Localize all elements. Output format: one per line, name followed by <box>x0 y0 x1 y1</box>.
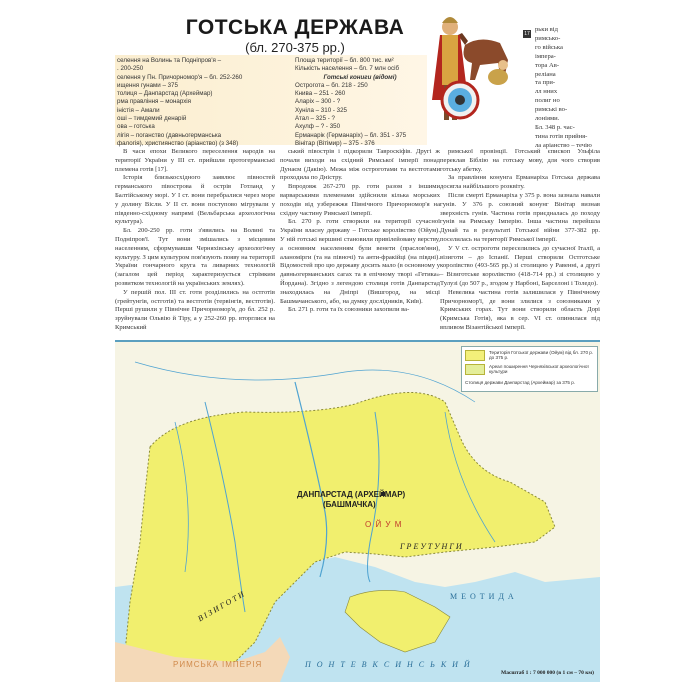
paragraph: Історія близькосхідного заявлює півностей германського півострова й острів Готланд у Балтійському морі. У І ст. вони перебралися через море у долину Вісли. У ІІ ст. вони поступово мігрували у південно-східному напрямі (Вельбарська археологічна культура). <box>115 174 275 226</box>
paragraph: За правління конунга Ерманаріха Готська держава досягла найбільшого розквіту. <box>440 174 600 191</box>
caption-line: рьки від <box>535 26 558 33</box>
caption-line: тора Ав- <box>535 61 560 69</box>
capital-label: ДАНПАРСТАД (АРХЕЙМАР) <box>297 490 406 499</box>
info-line: лігія – поганство (давньогерманська <box>117 131 222 139</box>
caption-line: ла аріанство – течію <box>535 141 592 149</box>
paragraph: Після смерті Ерманаріха у 375 р. вона зазнала навали гунів. У 376 р. союзний конунг Вінітар визнав зверхність гунів. Частина готів приєдналась до походу гунів на Римську Імперію. Інша частина перейшла Дунай та в результаті Готської війни 377-382 рр. поселилась на території Римської імперії. <box>440 191 600 243</box>
text-column-3 <box>440 148 600 333</box>
info-line: толиця – Данпарстад (Археймар) <box>117 90 213 98</box>
kings-header: Готські кониги (відомі) <box>323 73 397 81</box>
paragraph: У першій пол. ІІІ ст. готи розділились на остготів (грейтунгів, остготів) та вестготів (тервінгів, вестготів). Перші рушили у Північне Причорномор'я, до бл. 252 р. зруйнували Ольвію й Тіру, а у 252-260 рр. вторглися на Кримський <box>115 288 275 331</box>
sea-azov: М Е О Т И Д А <box>450 592 515 601</box>
king-line: Аларіх – 300 - ? <box>295 98 341 106</box>
info-line: Кількість населення – бл. 7 млн осіб <box>295 65 399 73</box>
caption-line: римські во- <box>535 106 568 114</box>
page-title: ГОТСЬКА ДЕРЖАВА <box>185 16 405 39</box>
legend-item <box>465 350 597 361</box>
caption-line: го війська <box>535 43 563 51</box>
text-column-1 <box>115 148 275 333</box>
info-line: селення на Волинь та Подніпров'я – <box>117 57 222 64</box>
info-line: ищення гунами – 375 <box>117 81 178 89</box>
legend-label: Територія Готської держави (Ойум) від бл. 270 р. до 375 р. <box>489 350 594 360</box>
caption-line: реліана <box>535 70 556 78</box>
paragraph: Бл. 200-250 рр. готи з'явились на Волині та Подніпров'ї. Тут вони змішались з місцевим населенням, сформувавши Черняхівську археологічну культуру. З цим культуром пов'язують появу на території України гончарного круга та ливарних технологій (загалом цей період характеризується стрімким розвитком технологій на українських землях). <box>115 227 275 287</box>
info-line: рма правління – монархія <box>117 98 192 106</box>
info-line: іністія – Амали <box>117 106 160 114</box>
legend-label: Ареал поширення Черняхівської археологічної культури <box>489 364 589 374</box>
info-line: . 200-250 <box>117 65 144 73</box>
legend-item <box>465 364 597 375</box>
map-legend <box>461 346 598 392</box>
king-line: Атал – 325 - ? <box>295 115 335 123</box>
sea-black: П О Н Т Е В К С И Н С Ь К И Й <box>305 660 472 669</box>
gothic-warrior-illustration <box>420 5 520 135</box>
caption-line: та при- <box>535 79 556 87</box>
caption-line: Бл. 348 р. час- <box>535 123 575 131</box>
paragraph: римської провінції. Готський єпископ Ульфіла переклав Біблію на готську мову, для чого створив готську абетку. <box>440 148 600 173</box>
roman-empire-label: РИМСЬКА ІМПЕРІЯ <box>173 660 263 669</box>
info-line: фалогія), християнство (аріанство) (з 348) <box>117 139 239 147</box>
info-kings <box>295 57 425 148</box>
caption-line: римсько- <box>535 34 561 42</box>
king-line: Ахулф – ? - 350 <box>295 123 341 131</box>
paragraph: Впродовж 267-270 рр. готи разом з іншими варварськими племенами здійснили кілька морських походів від узбережжя Північного Причорномор'я на східну частину Римської імперії. <box>280 183 440 217</box>
king-line: Остроготa – бл. 218 - 250 <box>295 81 368 89</box>
paragraph: ський півострів і підкорили Тавроскіфів. Другі ж почали виходи на східний Римської імперії понад Дунаєм (Дакію). Межа між остроготами та вестготами проходила по Дністру. <box>280 148 440 182</box>
info-line: оші – тимдемий денарій <box>117 115 187 123</box>
info-line: селення у Пн. Причорномор'я – бл. 252-260 <box>117 73 243 81</box>
region-oium: О Й У М <box>365 520 403 529</box>
illustration-caption <box>535 26 597 151</box>
illustration-number: 17 <box>524 31 530 37</box>
info-line: ова – готська <box>117 123 155 131</box>
atlas-page <box>115 0 600 700</box>
map-graphic <box>115 342 600 682</box>
paragraph: В часи епохи Великого переселення народів на території України у ІІІ ст. прийшли протогерманські племена готів [17]. <box>115 148 275 173</box>
text-column-2 <box>280 148 440 315</box>
king-line: Книва – 251 - 260 <box>295 90 346 98</box>
paragraph: Бл. 270 р. готи створили на території сучасної України власну державу – Готське королівство (Ойум). У ній готські вершині становили привілейовану верству, а основним населенням були венети (праслов'яни), аланомірги (та на півночі) та анти-фракійці (на півдні). Відомостей про цю державу досить мало (в основному у давньогерманських сагах та в епічному творі «Гетика» Йордана). Згідно з легендою столиця готів Данпарстад знаходилась на Дніпрі (Вишгород, на місці Башмачанського, або, на думку дослідників, Київ). <box>280 218 440 305</box>
king-line: Хуніла – 310 - 325 <box>295 106 347 114</box>
caption-line: полиг но <box>535 97 560 105</box>
king-line: Вінітар (Вітімир) – 375 - 376 <box>295 139 375 147</box>
caption-line: лл нних <box>535 88 558 96</box>
caption-line: лоніями. <box>535 115 560 123</box>
info-facts <box>117 57 295 148</box>
paragraph: Бл. 271 р. готи та їх союзники захопили ва- <box>288 306 410 314</box>
page-subtitle: (бл. 270-375 рр.) <box>245 40 345 55</box>
legend-swatch <box>465 350 485 361</box>
region-tervingi: В І З И Г О Т И <box>196 589 246 624</box>
king-line: Ерманарік (Германаріх) – бл. 351 - 375 <box>295 131 407 139</box>
region-greutungi: Г Р Е У Т У Н Г И <box>400 542 462 551</box>
legend-note <box>465 380 575 385</box>
caption-line: тина готів прийня- <box>535 132 588 140</box>
historical-map <box>115 340 600 682</box>
legend-swatch <box>465 364 485 375</box>
paragraph: У V ст. остроготи переселились до сучасної Італії, а візиготи – до Іспанії. Перші створили Остготське королівство (493-565 рр.) зі столицею у Равенні, а другі – Візиготське королівство (418-714 рр.) зі столицею у Тулузі (до 507 р., згодом у Нарбоні, Барселоні і Толедо). <box>440 244 600 287</box>
legend-note-text: Столиця держави Данпарстад (Археймар) за 375 р. <box>465 380 576 385</box>
info-line: Площа території – бл. 800 тис. км² <box>295 57 394 64</box>
map-scale: Масштаб 1 : 7 000 000 (в 1 см – 70 км) <box>501 670 594 676</box>
caption-line: імпера- <box>535 52 556 60</box>
paragraph: Невелика частина готів залишилася у Північному Причорномор'ї, де вони злилися з союзниками у Кримських горах. Тут вони створили область Дорі (Кримська Готія), яка в сер. VI ст. опинилася під впливом Візантійської імперії. <box>440 288 600 331</box>
info-box <box>115 55 427 145</box>
capital-label-alt: (БАШМАЧКА) <box>323 500 376 509</box>
